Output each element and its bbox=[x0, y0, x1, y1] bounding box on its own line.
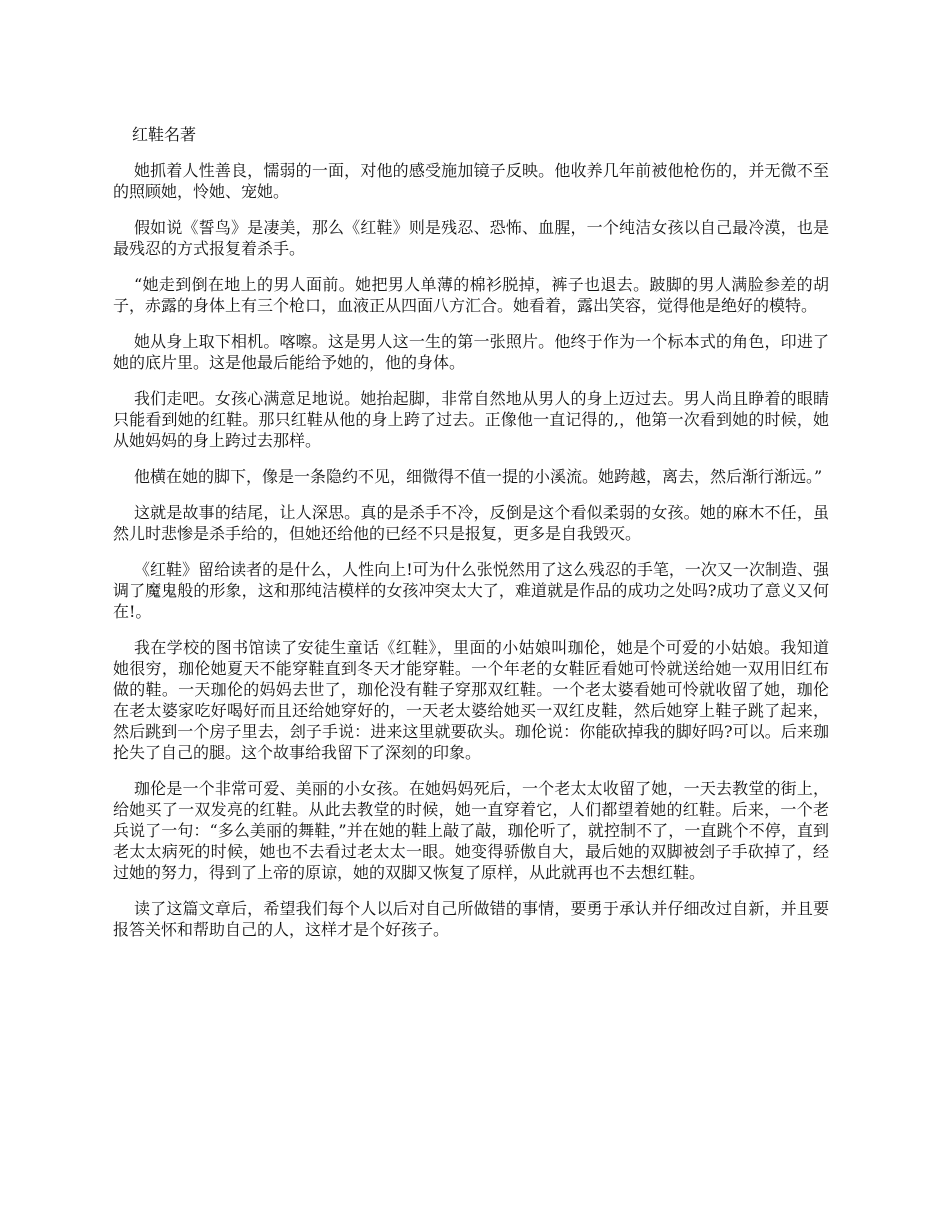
paragraph-3: “她走到倒在地上的男人面前。她把男人单薄的棉衫脱掉，裤子也退去。跛脚的男人满脸参差的胡子，赤露的身体上有三个枪口，血液正从四面八方汇合。她看着，露出笑容，觉得他是绝好的模特。 bbox=[113, 275, 829, 315]
paragraph-1: 她抓着人性善良，懦弱的一面，对他的感受施加镜子反映。他收养几年前被他枪伤的，并无微不至的照顾她，怜她、宠她。 bbox=[113, 161, 829, 201]
paragraph-2: 假如说《誓鸟》是凄美，那么《红鞋》则是残忍、恐怖、血腥，一个纯洁女孩以自己最冷漠，也是最残忍的方式报复着杀手。 bbox=[113, 218, 829, 258]
paragraph-9: 我在学校的图书馆读了安徒生童话《红鞋》，里面的小姑娘叫珈伦，她是个可爱的小姑娘。我知道她很穷，珈伦她夏天不能穿鞋直到冬天才能穿鞋。一个年老的女鞋匠看她可怜就送给她一双用旧红布做的鞋。一天珈伦的妈妈去世了，珈伦没有鞋子穿那双红鞋。一个老太婆看她可怜就收留了她，珈伦在老太婆家吃好喝好而且还给她穿好的，一天老太婆给她买一双红皮鞋，然后她穿上鞋子跳了起来，然后跳到一个房子里去，刽子手说：进来这里就要砍头。珈伦说：你能砍掉我的脚好吗?可以。后来珈抡失了自己的腿。这个故事给我留下了深刻的印象。 bbox=[113, 638, 829, 762]
paragraph-7: 这就是故事的结尾，让人深思。真的是杀手不冷，反倒是这个看似柔弱的女孩。她的麻木不任，虽然儿时悲惨是杀手给的，但她还给他的已经不只是报复，更多是自我毁灭。 bbox=[113, 503, 829, 543]
document-title: 红鞋名著 bbox=[132, 125, 197, 144]
paragraph-10: 珈伦是一个非常可爱、美丽的小女孩。在她妈妈死后，一个老太太收留了她，一天去教堂的街上，给她买了一双发亮的红鞋。从此去教堂的时候，她一直穿着它，人们都望着她的红鞋。后来，一个老兵说了一句：“多么美丽的舞鞋，”并在她的鞋上敲了敲，珈伦听了，就控制不了，一直跳个不停，直到老太太病死的时候，她也不去看过老太太一眼。她变得骄傲自大，最后她的双脚被刽子手砍掉了，经过她的努力，得到了上帝的原谅，她的双脚又恢复了原样，从此就再也不去想红鞋。 bbox=[113, 779, 829, 882]
paragraph-4: 她从身上取下相机。喀嚓。这是男人这一生的第一张照片。他终于作为一个标本式的角色，印进了她的底片里。这是他最后能给予她的，他的身体。 bbox=[113, 332, 829, 372]
paragraph-8: 《红鞋》留给读者的是什么，人性向上!可为什么张悦然用了这么残忍的手笔，一次又一次制造、强调了魔鬼般的形象，这和那纯洁模样的女孩冲突太大了，难道就是作品的成功之处吗?成功了意义又何在!。 bbox=[113, 560, 829, 621]
paragraph-11: 读了这篇文章后，希望我们每个人以后对自己所做错的事情，要勇于承认并仔细改过自新，并且要报答关怀和帮助自己的人，这样才是个好孩子。 bbox=[113, 899, 829, 939]
document-page bbox=[113, 124, 829, 955]
paragraph-6: 他横在她的脚下，像是一条隐约不见，细微得不值一提的小溪流。她跨越，离去，然后渐行渐远。” bbox=[134, 467, 823, 486]
paragraph-5: 我们走吧。女孩心满意足地说。她抬起脚，非常自然地从男人的身上迈过去。男人尚且睁着的眼睛只能看到她的红鞋。那只红鞋从他的身上跨了过去。正像他一直记得的,，他第一次看到她的时候，她从她妈妈的身上跨过去那样。 bbox=[113, 389, 829, 450]
